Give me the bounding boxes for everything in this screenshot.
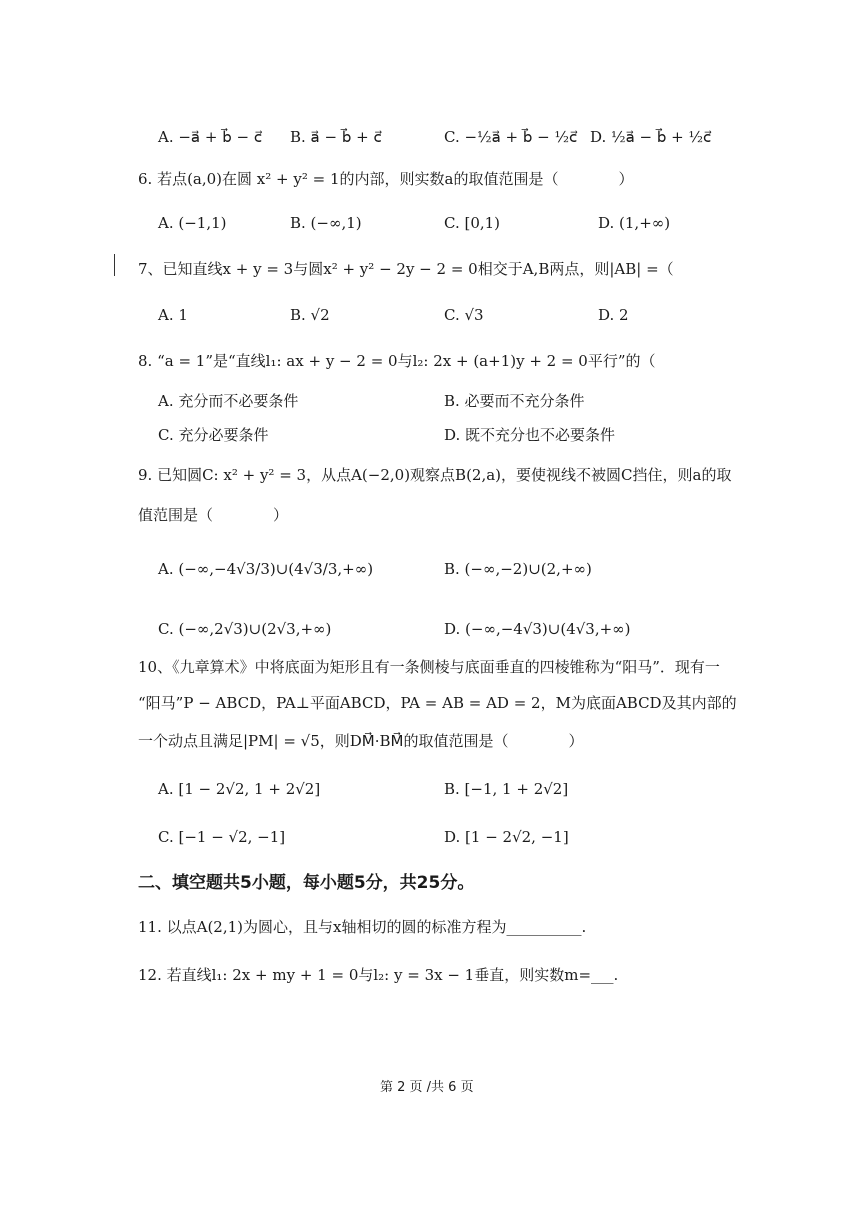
q6-option-b: B. (−∞,1) [290,214,362,232]
q10-option-a: A. [1 − 2√2, 1 + 2√2] [158,780,321,798]
q6-option-a: A. (−1,1) [158,214,227,232]
q12-stem: 12. 若直线l₁: 2x + my + 1 = 0与l₂: y = 3x − 1垂直，则实数m=___. [138,966,619,984]
q10-stem-line2: “阳马”P − ABCD，PA⊥平面ABCD，PA = AB = AD = 2，M为底面ABCD及其内部的 [138,694,737,712]
q8-option-d: D. 既不充分也不必要条件 [444,426,616,444]
q7-stem: 7、已知直线x + y = 3与圆x² + y² − 2y − 2 = 0相交于A,B两点，则|AB| =（ [138,260,674,278]
q7-option-d: D. 2 [598,306,629,324]
q9-stem-line2: 值范围是（ ） [138,506,289,524]
q9-option-b: B. (−∞,−2)∪(2,+∞) [444,560,592,578]
q10-option-b: B. [−1, 1 + 2√2] [444,780,569,798]
q7-option-b: B. √2 [290,306,330,324]
q7-option-c: C. √3 [444,306,484,324]
q10-stem-line1: 10、《九章算术》中将底面为矩形且有一条侧棱与底面垂直的四棱锥称为“阳马”．现有一 [138,658,720,676]
q6-stem: 6. 若点(a,0)在圆 x² + y² = 1的内部，则实数a的取值范围是（ ） [138,170,634,188]
q7-option-a: A. 1 [158,306,188,324]
q9-option-d: D. (−∞,−4√3)∪(4√3,+∞) [444,620,631,638]
q9-option-c: C. (−∞,2√3)∪(2√3,+∞) [158,620,332,638]
q5-option-a: A. −a⃗ + b⃗ − c⃗ [158,128,263,146]
q10-option-d: D. [1 − 2√2, −1] [444,828,569,846]
q6-option-d: D. (1,+∞) [598,214,671,232]
q8-option-a: A. 充分而不必要条件 [158,392,299,410]
section-title: 二、填空题共5小题，每小题5分，共25分。 [138,873,475,893]
q6-option-c: C. [0,1) [444,214,501,232]
q8-stem: 8. “a = 1”是“直线l₁: ax + y − 2 = 0与l₂: 2x + (a+1)y + 2 = 0平行”的（ [138,352,656,370]
q9-stem-line1: 9. 已知圆C: x² + y² = 3，从点A(−2,0)观察点B(2,a)，要使视线不被圆C挡住，则a的取 [138,466,732,484]
q8-option-c: C. 充分必要条件 [158,426,269,444]
margin-mark [114,254,115,276]
q10-stem-line3: 一个动点且满足|PM| = √5，则DM⃗·BM⃗的取值范围是（ ） [138,732,584,750]
q9-option-a: A. (−∞,−4√3/3)∪(4√3/3,+∞) [158,560,374,578]
q5-option-b: B. a⃗ − b⃗ + c⃗ [290,128,382,146]
page-number: 第 2 页 /共 6 页 [380,1080,474,1095]
q5-option-c: C. −½a⃗ + b⃗ − ½c⃗ [444,128,578,146]
q11-stem: 11. 以点A(2,1)为圆心，且与x轴相切的圆的标准方程为__________. [138,918,587,936]
q8-option-b: B. 必要而不充分条件 [444,392,585,410]
q5-option-d: D. ½a⃗ − b⃗ + ½c⃗ [590,128,712,146]
q10-option-c: C. [−1 − √2, −1] [158,828,286,846]
